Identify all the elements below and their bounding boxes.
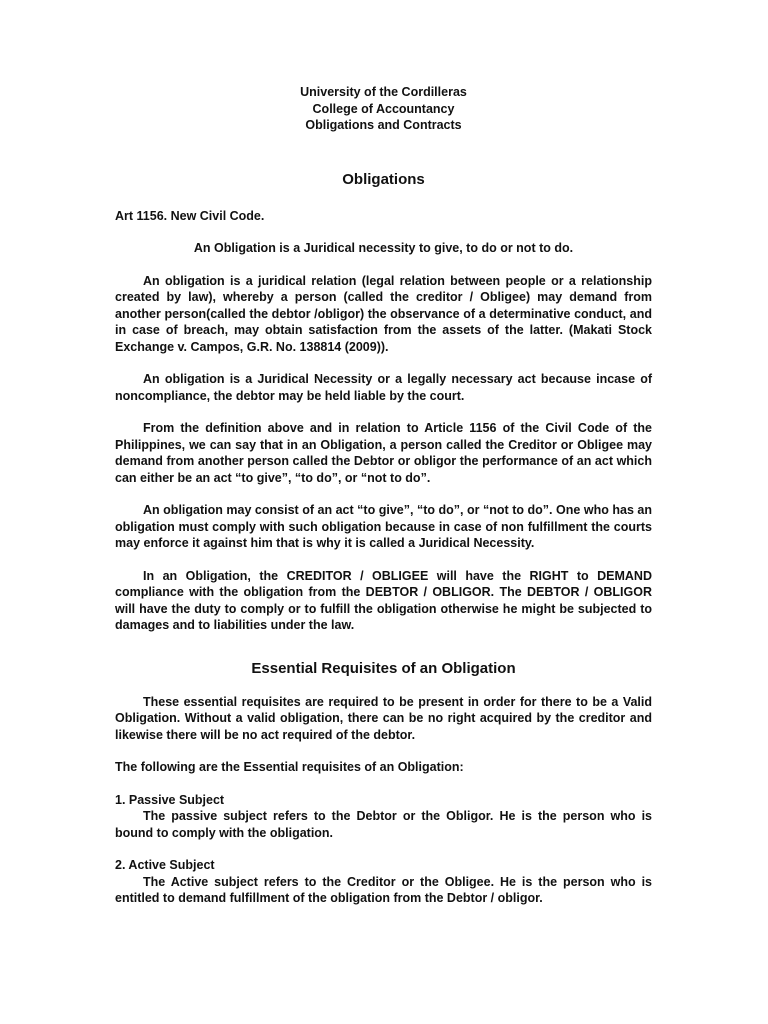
- page-title: Obligations: [342, 170, 425, 188]
- requisites-list-intro: The following are the Essential requisites of an Obligation:: [115, 760, 464, 774]
- requisite-item: [115, 857, 652, 907]
- requisite-item: [115, 792, 652, 842]
- paragraph: An obligation is a Juridical Necessity or a legally necessary act because incase of noncompliance, the debtor may be held liable by the court.: [115, 372, 652, 403]
- requisite-body: The Active subject refers to the Creditor or the Obligee. He is the person who is entitled to demand fulfillment of the obligation from the Debtor / obligor.: [115, 874, 652, 905]
- obligation-definition: An Obligation is a Juridical necessity to give, to do or not to do.: [193, 241, 574, 255]
- requisite-title: 1. Passive Subject: [115, 792, 225, 807]
- article-reference: Art 1156. New Civil Code.: [115, 208, 265, 223]
- requisite-body: The passive subject refers to the Debtor or the Obligor. He is the person who is bound to comply with the obligation.: [115, 809, 652, 840]
- paragraph: An obligation is a juridical relation (legal relation between people or a relationship created by law), whereby a person (called the creditor / Obligee) may demand from another person(called the debtor /obligor) the observance of a determinative conduct, and in case of breach, may obtain satisfaction from the assets of the latter. (Makati Stock Exchange v. Campos, G.R. No. 138814 (2009)).: [115, 273, 652, 354]
- paragraph: An obligation may consist of an act “to give”, “to do”, or “not to do”. One who has an obligation must comply with such obligation because in case of non fulfillment the courts may enforce it against him that is why it is called a Juridical Necessity.: [115, 503, 652, 550]
- document-page: [115, 84, 652, 907]
- document-header: [115, 84, 652, 134]
- paragraph: From the definition above and in relation to Article 1156 of the Civil Code of the Philippines, we can say that in an Obligation, a person called the Creditor or Obligee may demand from another person called the Debtor or obligor the performance of an act which can either be an act “to give”, “to do”, or “not to do”.: [115, 421, 652, 485]
- requisite-title: 2. Active Subject: [115, 858, 215, 872]
- college-name: College of Accountancy: [312, 101, 455, 116]
- course-name: Obligations and Contracts: [305, 118, 462, 132]
- paragraph: In an Obligation, the CREDITOR / OBLIGEE will have the RIGHT to DEMAND compliance with the obligation from the DEBTOR / OBLIGOR. The DEBTOR / OBLIGOR will have the duty to comply or to fulfill the obligation otherwise he might be subjected to damages and to liabilities under the law.: [115, 568, 652, 632]
- section-intro: These essential requisites are required to be present in order for there to be a Valid Obligation. Without a valid obligation, there can be no right acquired by the creditor and likewise there will be no act required of the debtor.: [115, 694, 652, 742]
- university-name: University of the Cordilleras: [300, 85, 467, 99]
- section-heading: Essential Requisites of an Obligation: [251, 659, 516, 677]
